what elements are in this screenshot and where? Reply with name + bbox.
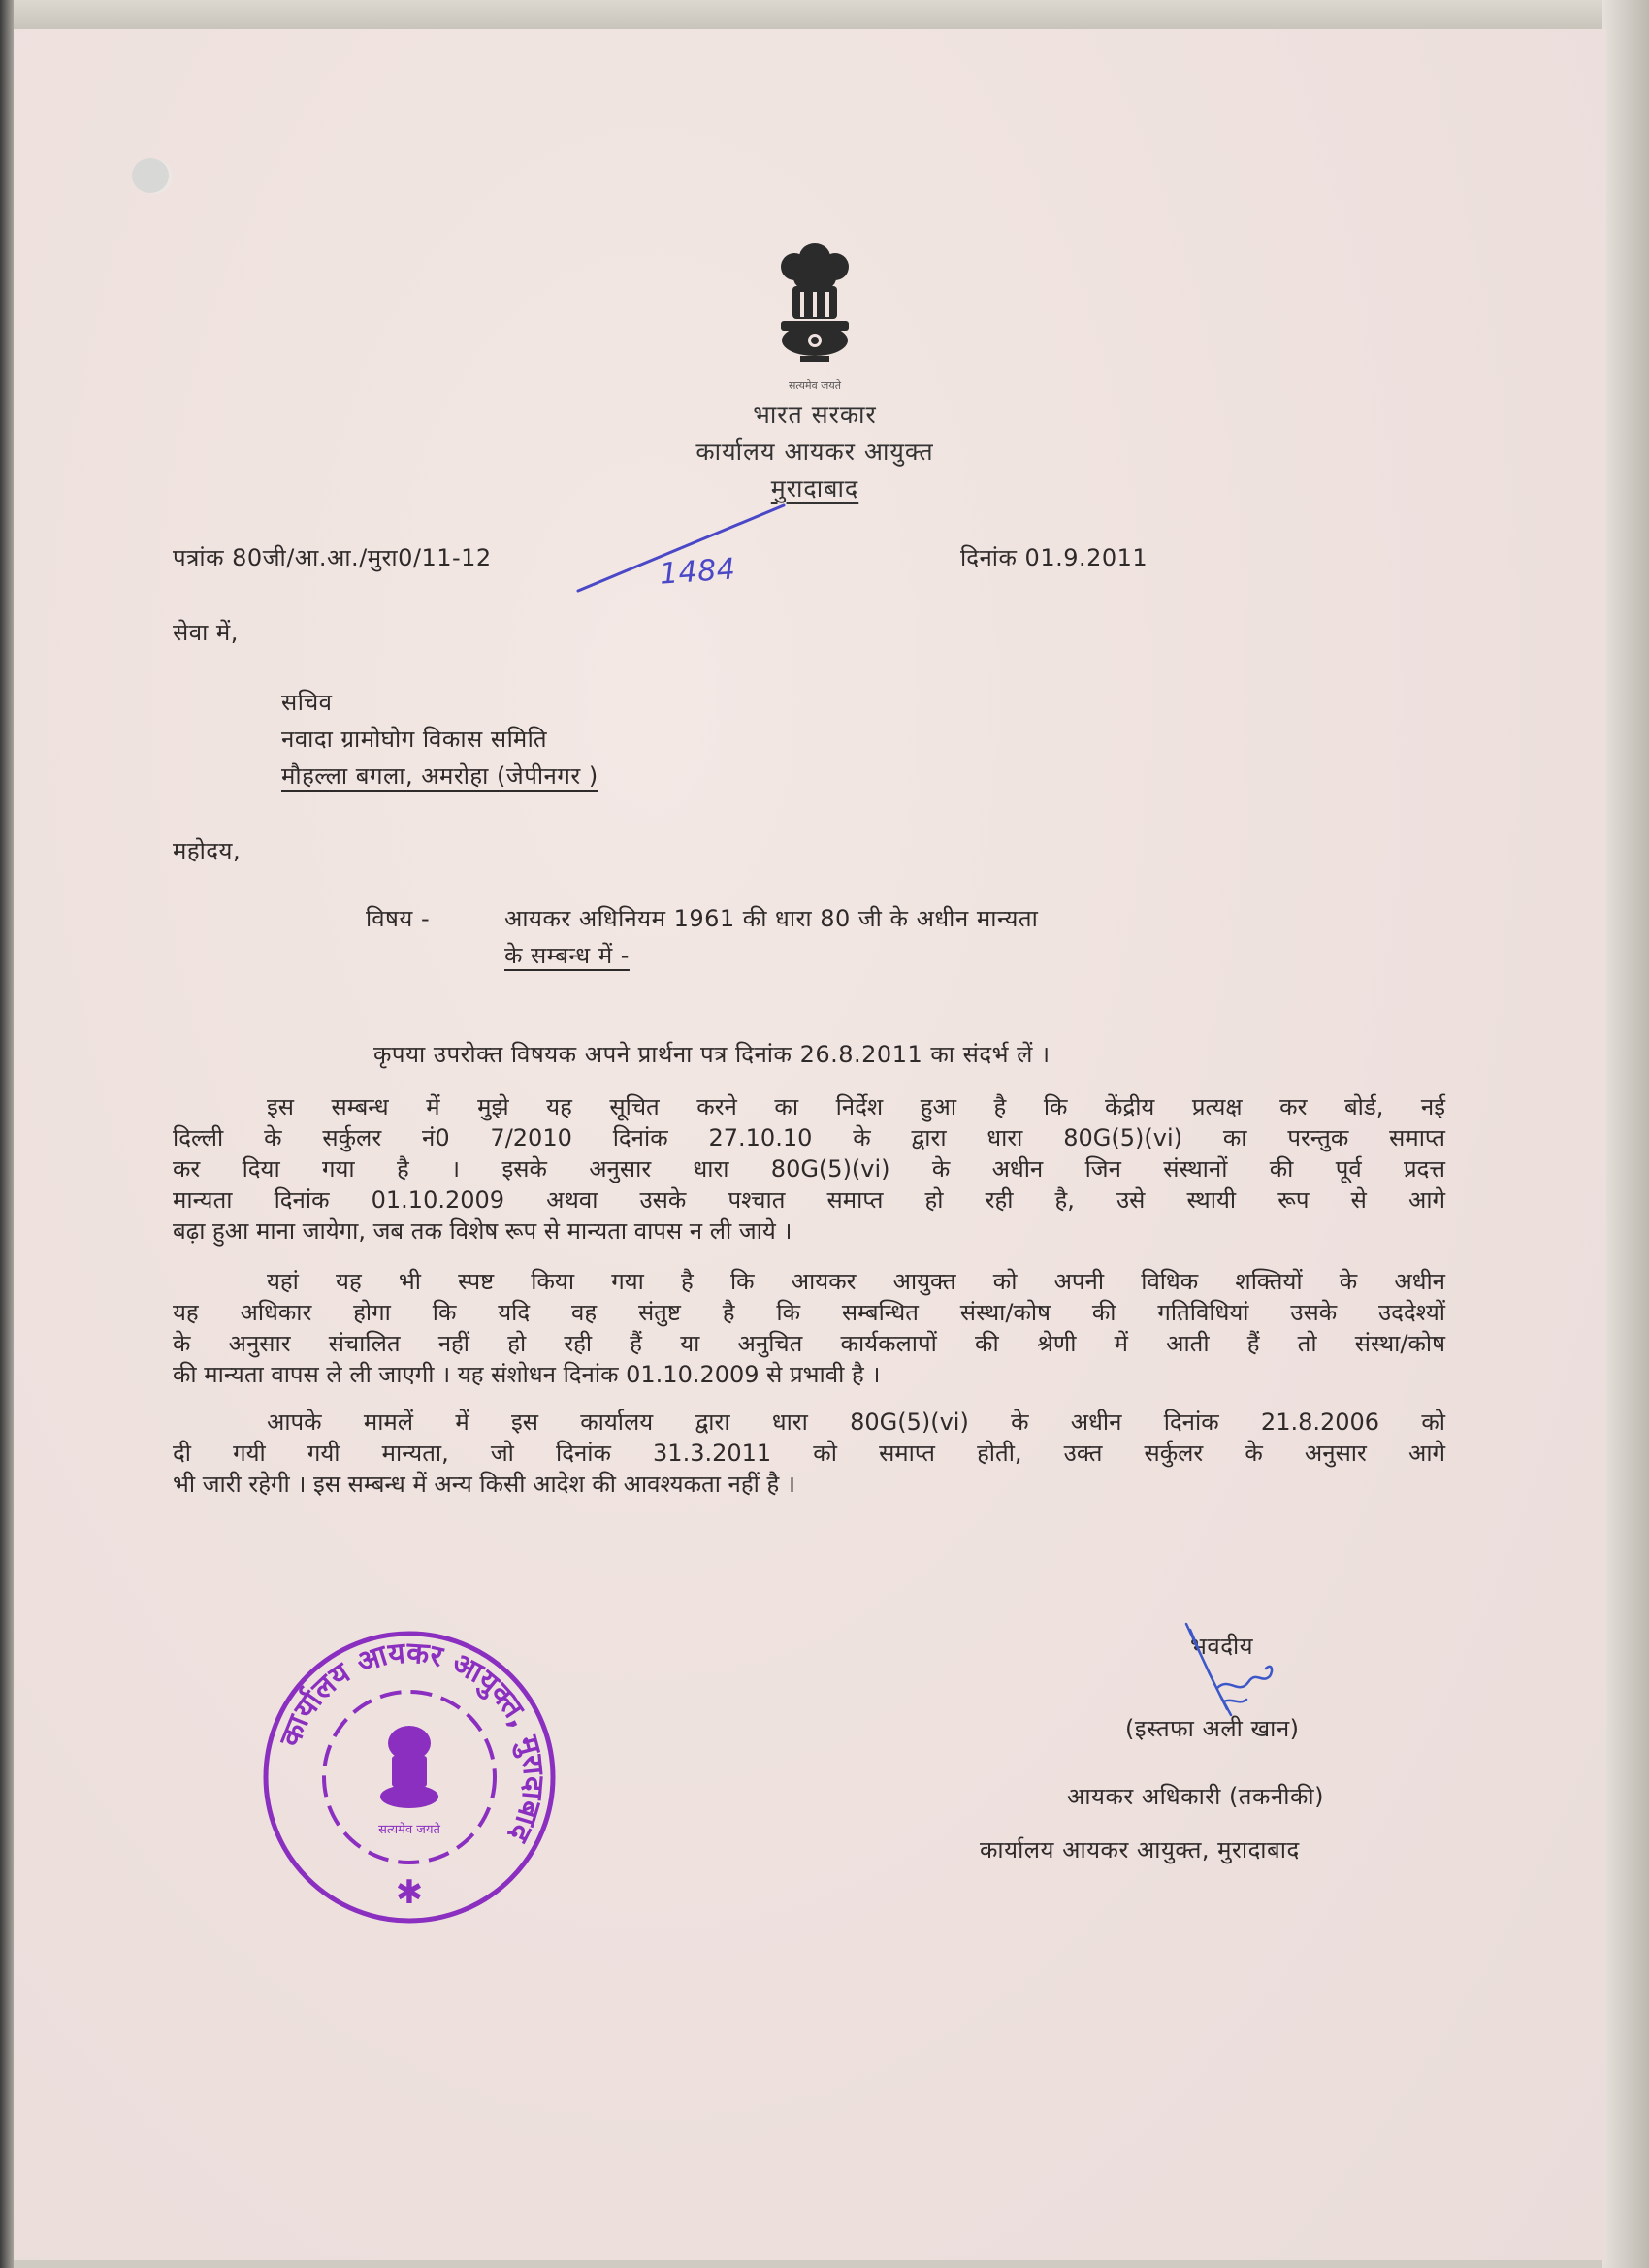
- addressee-organization: नवादा ग्रामोघोग विकास समिति: [281, 726, 548, 753]
- subject-label: विषय -: [366, 905, 431, 932]
- body-paragraph-3: [173, 1266, 1445, 1390]
- paragraph-line: दी गयी गयी मान्यता, जो दिनांक 31.3.2011 को समाप्त होती, उक्त सर्कुलर के अनुसार आगे: [173, 1440, 1445, 1467]
- scan-bed-top-edge: [0, 0, 1649, 29]
- paragraph-line: यह अधिकार होगा कि यदि वह संतुष्ट है कि सम्बन्धित संस्था/कोष की गतिविधियां उसके उददेश्यों: [173, 1299, 1445, 1326]
- closing-yours-faithfully: भवदीय: [1190, 1633, 1254, 1660]
- paragraph-line: आपके मामलें में इस कार्यालय द्वारा धारा 80G(5)(vi) के अधीन दिनांक 21.8.2006 को: [267, 1409, 1445, 1436]
- paragraph-line: यहां यह भी स्पष्ट किया गया है कि आयकर आयुक्त को अपनी विधिक शक्तियों के अधीन: [267, 1268, 1445, 1295]
- state-emblem-icon: [771, 236, 858, 364]
- subject-line-1: आयकर अधिनियम 1961 की धारा 80 जी के अधीन मान्यता: [504, 905, 1039, 932]
- stamp-emblem-icon: [380, 1726, 438, 1808]
- stamp-ring-text: कार्यालय आयकर आयुक्त, मुरादाबाद: [273, 1636, 551, 1848]
- body-paragraph-2: [173, 1091, 1445, 1247]
- stamp-motto: सत्यमेव जयते: [378, 1823, 440, 1837]
- paragraph-line: इस सम्बन्ध में मुझे यह सूचित करने का निर्देश हुआ है कि केंद्रीय प्रत्यक्ष कर बोर्ड, नई: [267, 1093, 1445, 1120]
- signatory-office: कार्यालय आयकर आयुक्त, मुरादाबाद: [980, 1836, 1300, 1863]
- salutation-to: सेवा में,: [173, 619, 239, 646]
- letterhead-government: भारत सरकार: [753, 401, 877, 429]
- reference-number: पत्रांक 80जी/आ.आ./मुरा0/11-12: [173, 544, 492, 571]
- emblem-motto: सत्यमेव जयते: [788, 379, 841, 392]
- paragraph-line: बढ़ा हुआ माना जायेगा, जब तक विशेष रूप से मान्यता वापस न ली जाये ।: [173, 1217, 792, 1245]
- punch-hole: [132, 158, 169, 193]
- subject-line-2: [504, 939, 630, 971]
- addressee-designation: सचिव: [281, 689, 333, 716]
- signatory-designation: आयकर अधिकारी (तकनीकी): [1067, 1783, 1324, 1810]
- stamp-star-icon: ✱: [395, 1873, 424, 1912]
- addressee-address: [281, 760, 598, 792]
- letterhead-city-text: मुरादाबाद: [770, 474, 859, 502]
- letterhead-office: कार्यालय आयकर आयुक्त: [695, 437, 934, 466]
- paragraph-line: मान्यता दिनांक 01.10.2009 अथवा उसके पश्चात समाप्त हो रही है, उसे स्थायी रूप से आगे: [173, 1186, 1445, 1214]
- paragraph-line: कर दिया गया है । इसके अनुसार धारा 80G(5)(vi) के अधीन जिन संस्थानों की पूर्व प्रदत्त: [173, 1155, 1445, 1183]
- office-seal-stamp: [254, 1622, 565, 1932]
- paragraph-line: दिल्ली के सर्कुलर नं0 7/2010 दिनांक 27.10.10 के द्वारा धारा 80G(5)(vi) का परन्तुक समाप्त: [173, 1124, 1445, 1151]
- paragraph-line: की मान्यता वापस ले ली जाएगी । यह संशोधन दिनांक 01.10.2009 से प्रभावी है ।: [173, 1361, 881, 1388]
- signatory-name: (इस्तफा अली खान): [1125, 1715, 1300, 1742]
- scan-bed-right-edge: [1602, 0, 1649, 2268]
- body-paragraph-4: [173, 1407, 1445, 1500]
- body-paragraph-1: कृपया उपरोक्त विषयक अपने प्रार्थना पत्र दिनांक 26.8.2011 का संदर्भ लें ।: [373, 1041, 1051, 1068]
- greeting: महोदय,: [173, 837, 242, 864]
- subject-line-2-text: के सम्बन्ध में -: [504, 942, 630, 969]
- handwritten-dispatch-number: 1484: [658, 552, 737, 592]
- addressee-address-text: मौहल्ला बगला, अमरोहा (जेपीनगर ): [281, 762, 598, 790]
- paragraph-line: के अनुसार संचालित नहीं हो रही हैं या अनुचित कार्यकलापों की श्रेणी में आती हैं तो संस्था/कोष: [173, 1330, 1445, 1357]
- handwritten-signature: [1179, 1620, 1285, 1727]
- paragraph-line: भी जारी रहेगी । इस सम्बन्ध में अन्य किसी आदेश की आवश्यकता नहीं है ।: [173, 1471, 795, 1498]
- scan-bed-left-edge: [0, 0, 14, 2268]
- letter-date: दिनांक 01.9.2011: [960, 544, 1148, 571]
